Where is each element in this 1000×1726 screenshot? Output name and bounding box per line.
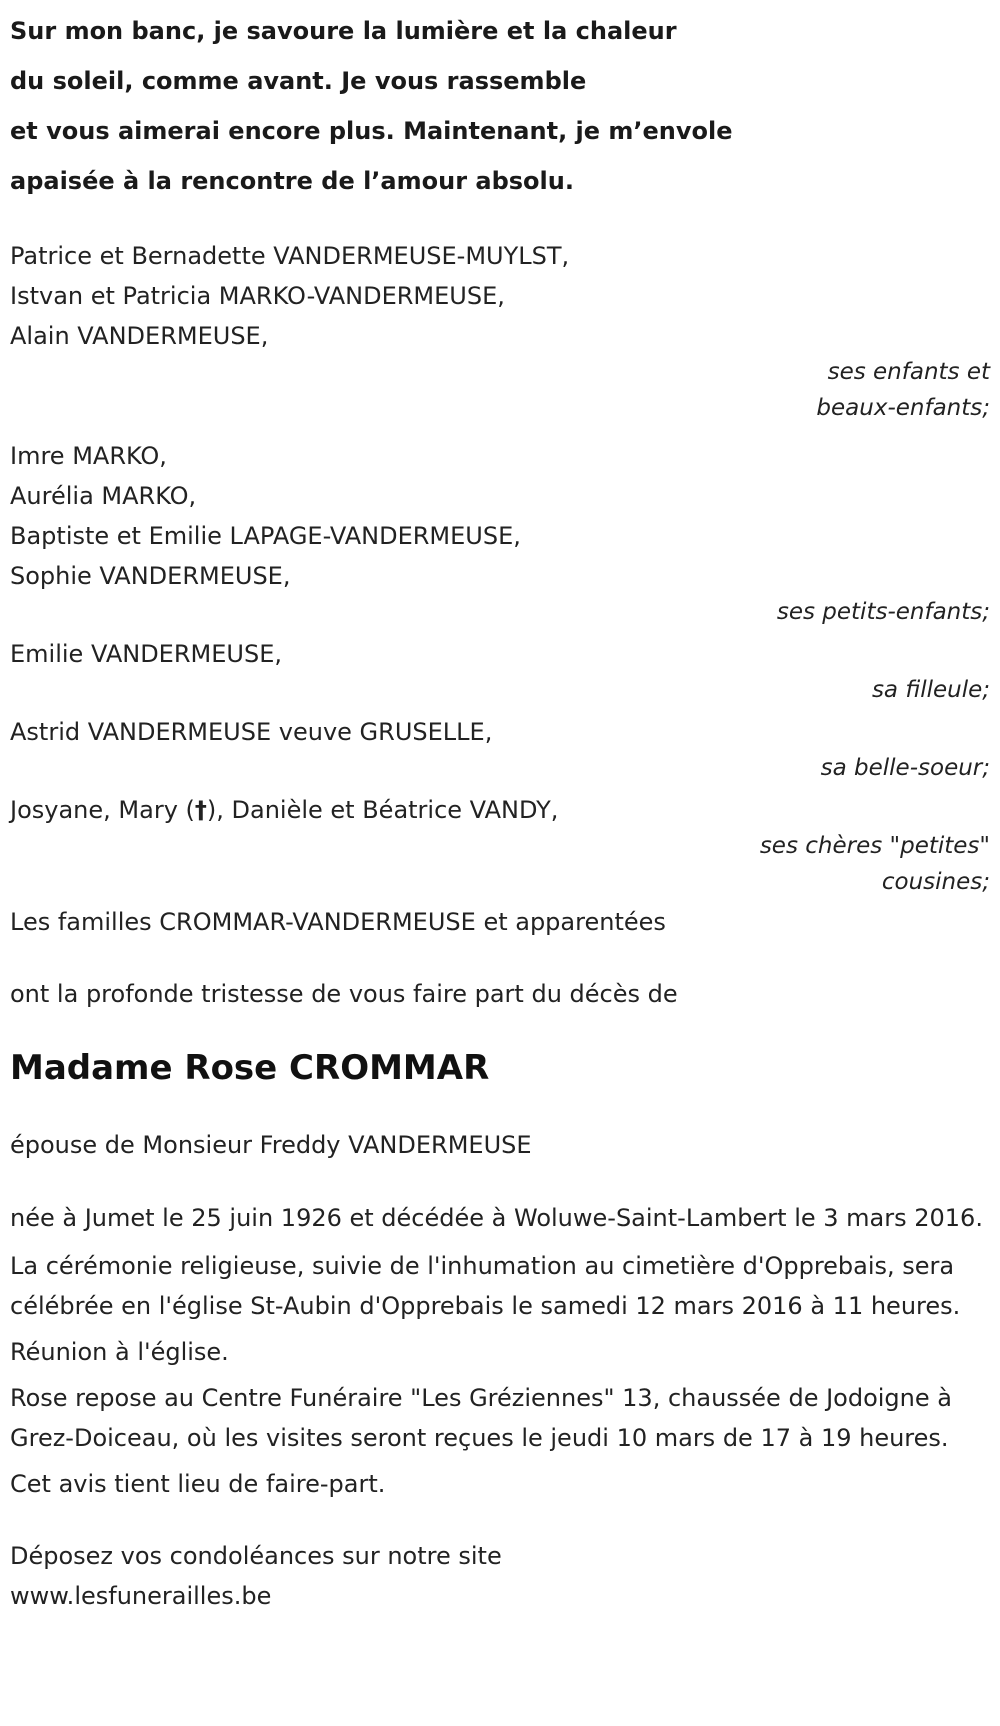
cousins-name-start: Josyane, Mary ( [10, 796, 195, 824]
condolences [10, 1536, 990, 1616]
condolences-text: Déposez vos condoléances sur notre site [10, 1542, 502, 1570]
cousins-group [10, 790, 990, 902]
relation-label: sa filleule; [871, 677, 990, 703]
birth-death: née à Jumet le 25 juin 1926 et décédée à Woluwe-Saint-Lambert le 3 mars 2016. [10, 1204, 983, 1232]
family-name [10, 790, 990, 830]
family-name: Patrice et Bernadette VANDERMEUSE-MUYLST, [10, 242, 570, 270]
deceased-name: Madame Rose CROMMAR [10, 1048, 490, 1088]
grandchildren-group [10, 436, 990, 632]
relation-label: ses petits-enfants; [776, 599, 990, 625]
goddaughter-group [10, 634, 990, 710]
cousins-name-end: ), Danièle et Béatrice VANDY, [206, 796, 559, 824]
visits-info: Rose repose au Centre Funéraire "Les Gréziennes" 13, chaussée de Jodoigne à Grez-Doiceau, où les visites seront reçues le jeudi 10 mars de 17 à 19 heures. [10, 1384, 952, 1452]
family-name: Istvan et Patricia MARKO-VANDERMEUSE, [10, 282, 505, 310]
dagger-icon: † [194, 796, 207, 824]
relation-label: cousines; [881, 869, 990, 895]
death-notice [10, 0, 990, 1616]
notice-line: Cet avis tient lieu de faire-part. [10, 1470, 386, 1498]
poem-line: du soleil, comme avant. Je vous rassemble [10, 67, 587, 95]
family-name: Aurélia MARKO, [10, 482, 197, 510]
family-name: Sophie VANDERMEUSE, [10, 562, 291, 590]
family-name: Astrid VANDERMEUSE veuve GRUSELLE, [10, 718, 493, 746]
sister-in-law-group [10, 712, 990, 788]
poem-line: Sur mon banc, je savoure la lumière et la chaleur [10, 17, 677, 45]
relation-label: ses chères "petites" [759, 833, 990, 859]
relation-label: ses enfants et [827, 359, 990, 385]
family-name: Alain VANDERMEUSE, [10, 322, 269, 350]
poem-line: et vous aimerai encore plus. Maintenant, je m’envole [10, 117, 733, 145]
relation-label: beaux-enfants; [816, 395, 990, 421]
family-name: Imre MARKO, [10, 442, 167, 470]
families-line: Les familles CROMMAR-VANDERMEUSE et apparentées [10, 908, 666, 936]
condolences-link[interactable]: www.lesfunerailles.be [10, 1582, 272, 1610]
family-name: Emilie VANDERMEUSE, [10, 640, 282, 668]
poem [10, 0, 990, 206]
children-group [10, 236, 990, 428]
poem-line: apaisée à la rencontre de l’amour absolu. [10, 167, 574, 195]
family-name: Baptiste et Emilie LAPAGE-VANDERMEUSE, [10, 522, 521, 550]
ceremony-info: La cérémonie religieuse, suivie de l'inhumation au cimetière d'Opprebais, sera célébrée en l'église St-Aubin d'Opprebais le samedi 12 mars 2016 à 11 heures. [10, 1252, 961, 1320]
spouse-line: épouse de Monsieur Freddy VANDERMEUSE [10, 1131, 532, 1159]
relation-label: sa belle-soeur; [820, 755, 990, 781]
meeting-info: Réunion à l'église. [10, 1338, 229, 1366]
announcement: ont la profonde tristesse de vous faire part du décès de [10, 980, 678, 1008]
